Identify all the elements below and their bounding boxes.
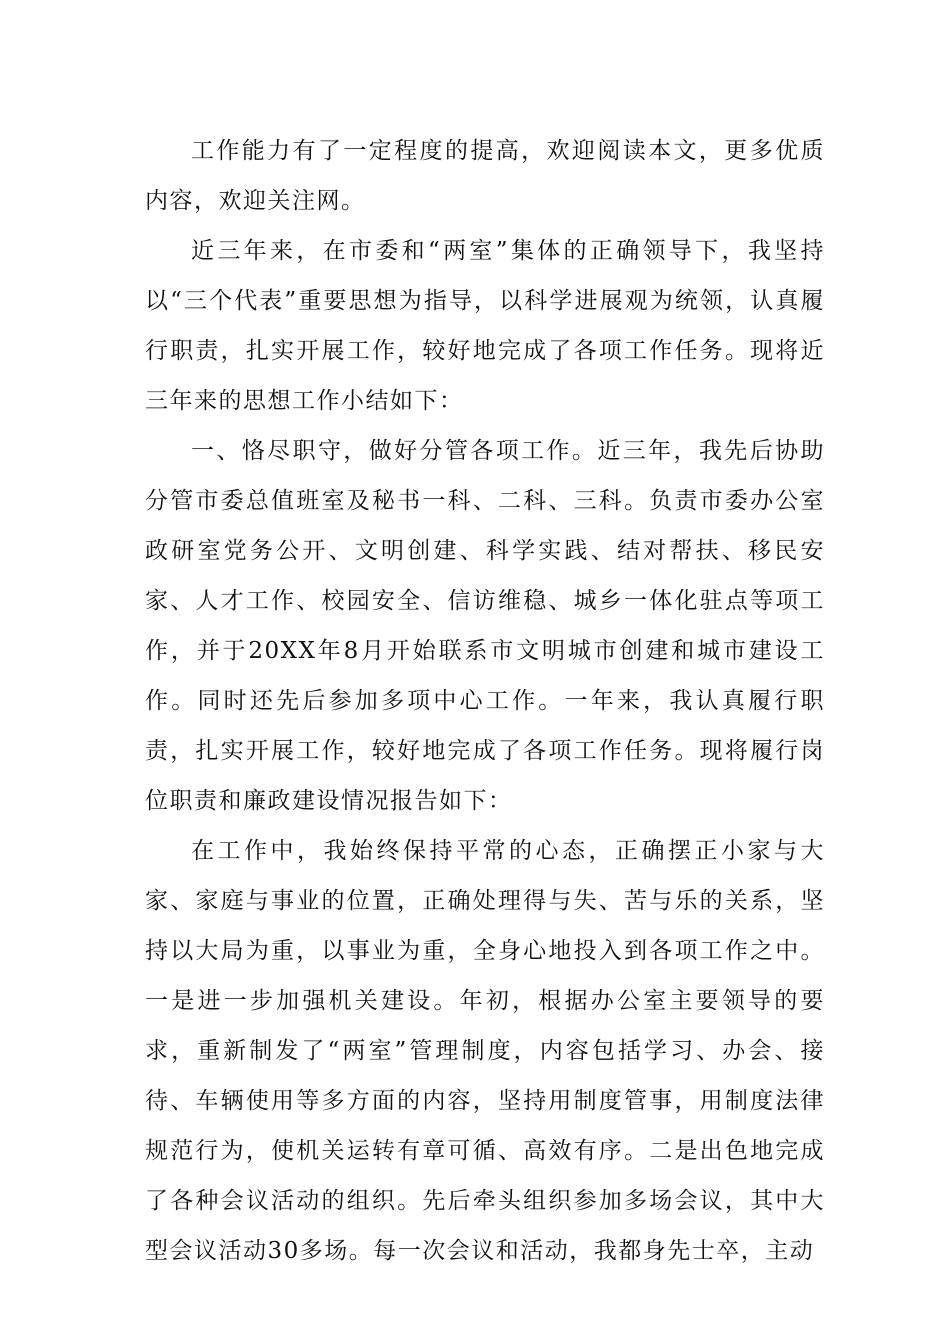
paragraph-2: 近三年来，在市委和“两室”集体的正确领导下，我坚持以“三个代表”重要思想为指导，以科学进展观为统领，认真履行职责，扎实开展工作，较好地完成了各项工作任务。现将近三年来的思想工作小结如下： (145, 238, 825, 414)
paragraph-1: 工作能力有了一定程度的提高，欢迎阅读本文，更多优质内容，欢迎关注网。 (145, 138, 825, 214)
document-body (145, 126, 825, 1276)
paragraph-4: 在工作中，我始终保持平常的心态，正确摆正小家与大家、家庭与事业的位置，正确处理得与失、苦与乐的关系，坚持以大局为重，以事业为重，全身心地投入到各项工作之中。一是进一步加强机关建设。年初，根据办公室主要领导的要求，重新制发了“两室”管理制度，内容包括学习、办会、接待、车辆使用等多方面的内容，坚持用制度管事，用制度法律规范行为，使机关运转有章可循、高效有序。二是出色地完成了各种会议活动的组织。先后牵头组织参加多场会议，其中大型会议活动30多场。每一次会议和活动，我都身先士卒，主动 (145, 838, 825, 1264)
paragraph-3: 一、恪尽职守，做好分管各项工作。近三年，我先后协助分管市委总值班室及秘书一科、二科、三科。负责市委办公室政研室党务公开、文明创建、科学实践、结对帮扶、移民安家、人才工作、校园安全、信访维稳、城乡一体化驻点等项工作，并于20XX年8月开始联系市文明城市创建和城市建设工作。同时还先后参加多项中心工作。一年来，我认真履行职责，扎实开展工作，较好地完成了各项工作任务。现将履行岗位职责和廉政建设情况报告如下： (145, 438, 825, 814)
